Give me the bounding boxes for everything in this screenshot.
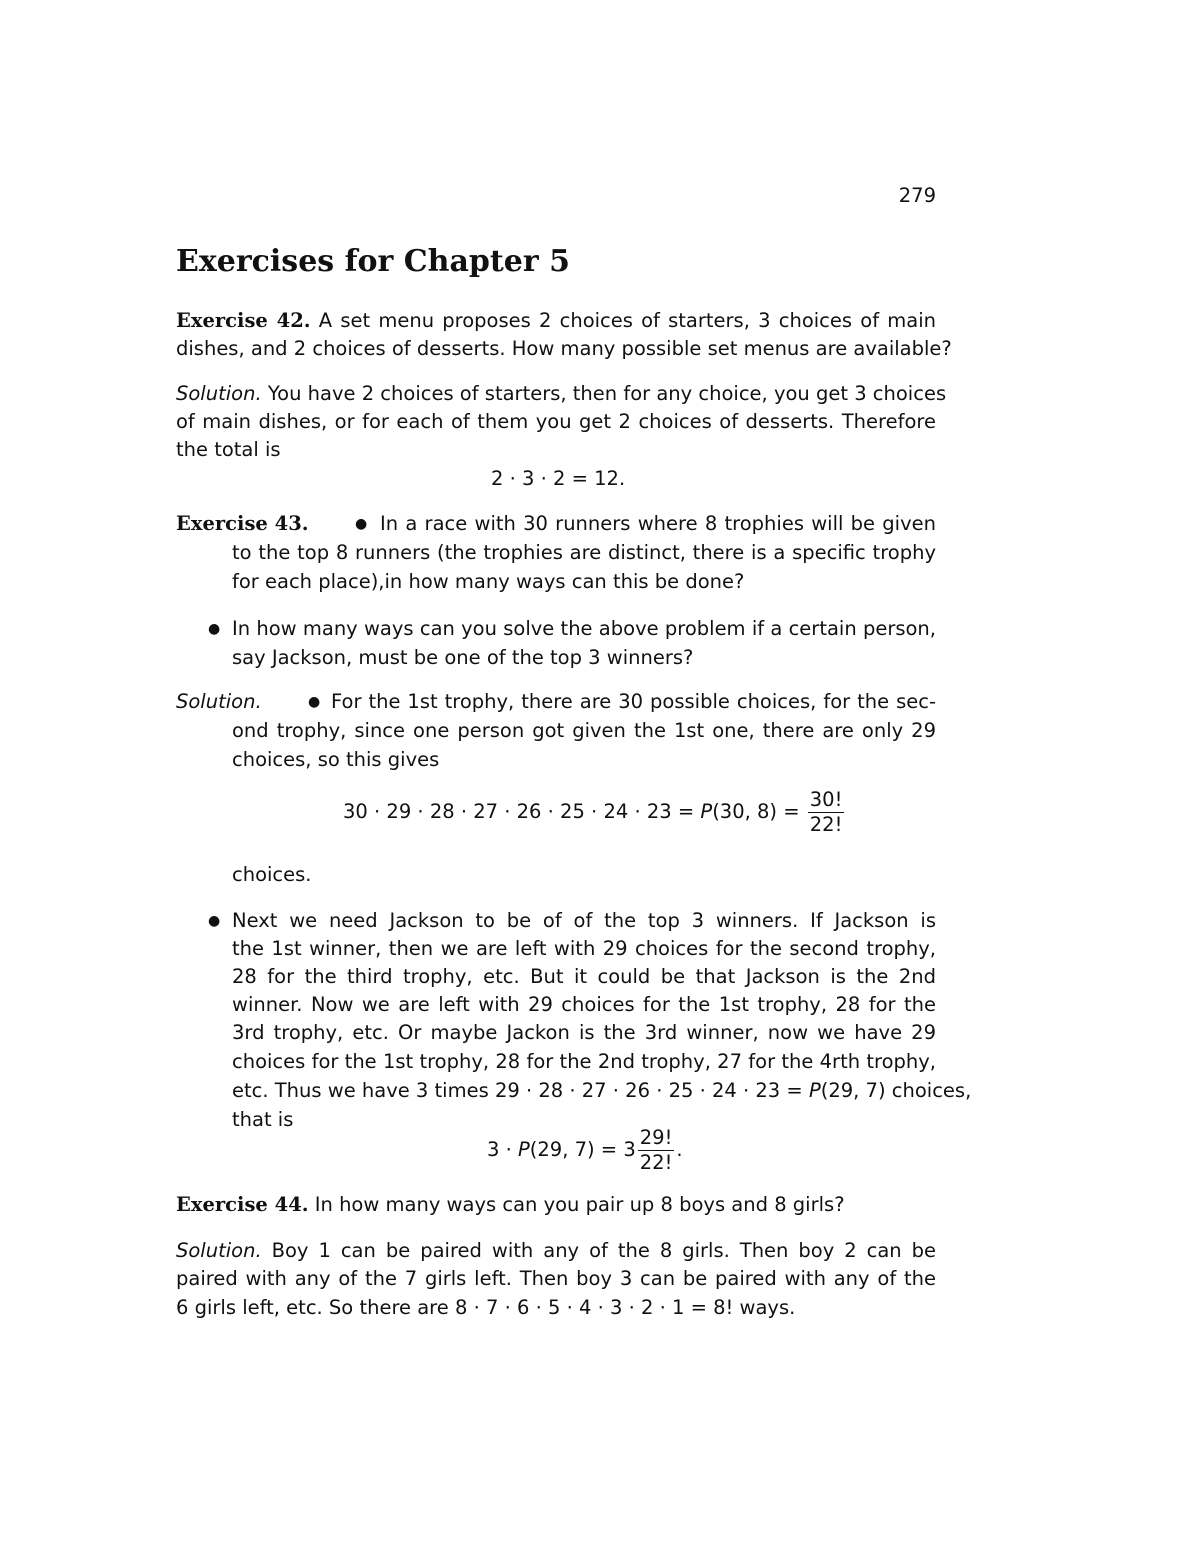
ex43-equation2: 3 · P(29, 7) = 3 $\frac{29!}{22!}$ .	[487, 1126, 683, 1174]
ex43-solution-label: Solution.	[176, 690, 262, 713]
ex42-text1: A set menu proposes 2 choices of starters, 3 choices of main	[318, 309, 936, 332]
ex44-solution-line2: paired with any of the 7 girls left. Then boy 3 can be paired with any of the	[176, 1267, 936, 1290]
ex43-bullet2	[208, 617, 220, 641]
ex43-b1-line2: to the top 8 runners (the trophies are distinct, there is a specific trophy	[232, 541, 936, 564]
ex43-s2-line2: the 1st winner, then we are left with 29 choices for the second trophy,	[232, 937, 936, 960]
ex43-s1-line1: For the 1st trophy, there are 30 possible choices, for the sec-	[331, 690, 936, 713]
ex43-s2-line3: 28 for the third trophy, etc. But it could be that Jackson is the 2nd	[232, 965, 936, 988]
ex43-equation1: 30 · 29 · 28 · 27 · 26 · 25 · 24 · 23 = P(30, 8) = $\frac{30!}{22!}$	[343, 788, 843, 836]
ex43-s1-line3: choices, so this gives	[232, 748, 440, 771]
ex44-solution-line1	[176, 1239, 936, 1263]
ex42-solution-line2: of main dishes, or for each of them you get 2 choices of desserts. Therefore	[176, 410, 936, 433]
bullet-icon: ●	[308, 694, 321, 710]
ex44-solution-label: Solution.	[176, 1239, 262, 1262]
ex42-line2: dishes, and 2 choices of desserts. How many possible set menus are available?	[176, 337, 952, 360]
ex44-text1: In how many ways can you pair up 8 boys and 8 girls?	[314, 1193, 845, 1216]
ex42-solution-text1: You have 2 choices of starters, then for any choice, you get 3 choices	[267, 382, 947, 405]
ex43-label: Exercise 43.	[176, 512, 309, 535]
page-number: 279	[898, 184, 936, 207]
ex44-line1	[176, 1193, 845, 1217]
ex42-equation: 2 · 3 · 2 = 12.	[491, 467, 626, 490]
ex43-b2-line1: In how many ways can you solve the above problem if a certain person,	[232, 617, 936, 640]
ex43-s1-line2: ond trophy, since one person got given the 1st one, there are only 29	[232, 719, 936, 742]
ex43-s2-line7: etc. Thus we have 3 times 29 · 28 · 27 · 26 · 25 · 24 · 23 = P(29, 7) choices,	[232, 1079, 972, 1102]
ex43-b1-line3: for each place),in how many ways can this be done?	[232, 570, 745, 593]
ex44-solution-line3: 6 girls left, etc. So there are 8 · 7 · 6 · 5 · 4 · 3 · 2 · 1 = 8! ways.	[176, 1296, 796, 1319]
ex43-s1-after: choices.	[232, 863, 312, 886]
bullet-icon: ●	[208, 621, 221, 637]
bullet-icon: ●	[208, 913, 221, 929]
ex43-b2-line2: say Jackson, must be one of the top 3 winners?	[232, 646, 694, 669]
ex44-solution-text1: Boy 1 can be paired with any of the 8 girls. Then boy 2 can be	[271, 1239, 936, 1262]
ex42-solution-line1	[176, 382, 947, 406]
ex44-label: Exercise 44.	[176, 1193, 309, 1216]
ex43-sol-bullet2	[208, 909, 220, 933]
ex42-line1	[176, 309, 936, 333]
ex43-s2-line4: winner. Now we are left with 29 choices for the 1st trophy, 28 for the	[232, 993, 936, 1016]
ex43-bullet1	[355, 512, 367, 536]
ex43-s2-line6: choices for the 1st trophy, 28 for the 2nd trophy, 27 for the 4rth trophy,	[232, 1050, 936, 1073]
fraction-30-over-22: $\frac{30!}{22!}$	[809, 788, 843, 836]
ex43-s2-line8: that is	[232, 1108, 294, 1131]
ex42-label: Exercise 42.	[176, 309, 311, 332]
chapter-title: Exercises for Chapter 5	[176, 244, 570, 279]
ex42-solution-line3: the total is	[176, 438, 281, 461]
ex43-b1-line1: In a race with 30 runners where 8 trophies will be given	[380, 512, 936, 535]
ex42-solution-label: Solution.	[176, 382, 262, 405]
ex43-s2-line1: Next we need Jackson to be of of the top 3 winners. If Jackson is	[232, 909, 936, 932]
ex43-s2-line5: 3rd trophy, etc. Or maybe Jackon is the 3rd winner, now we have 29	[232, 1021, 936, 1044]
bullet-icon: ●	[355, 516, 368, 532]
ex43-sol-bullet1	[308, 690, 320, 714]
fraction-29-over-22: $\frac{29!}{22!}$	[639, 1126, 673, 1174]
